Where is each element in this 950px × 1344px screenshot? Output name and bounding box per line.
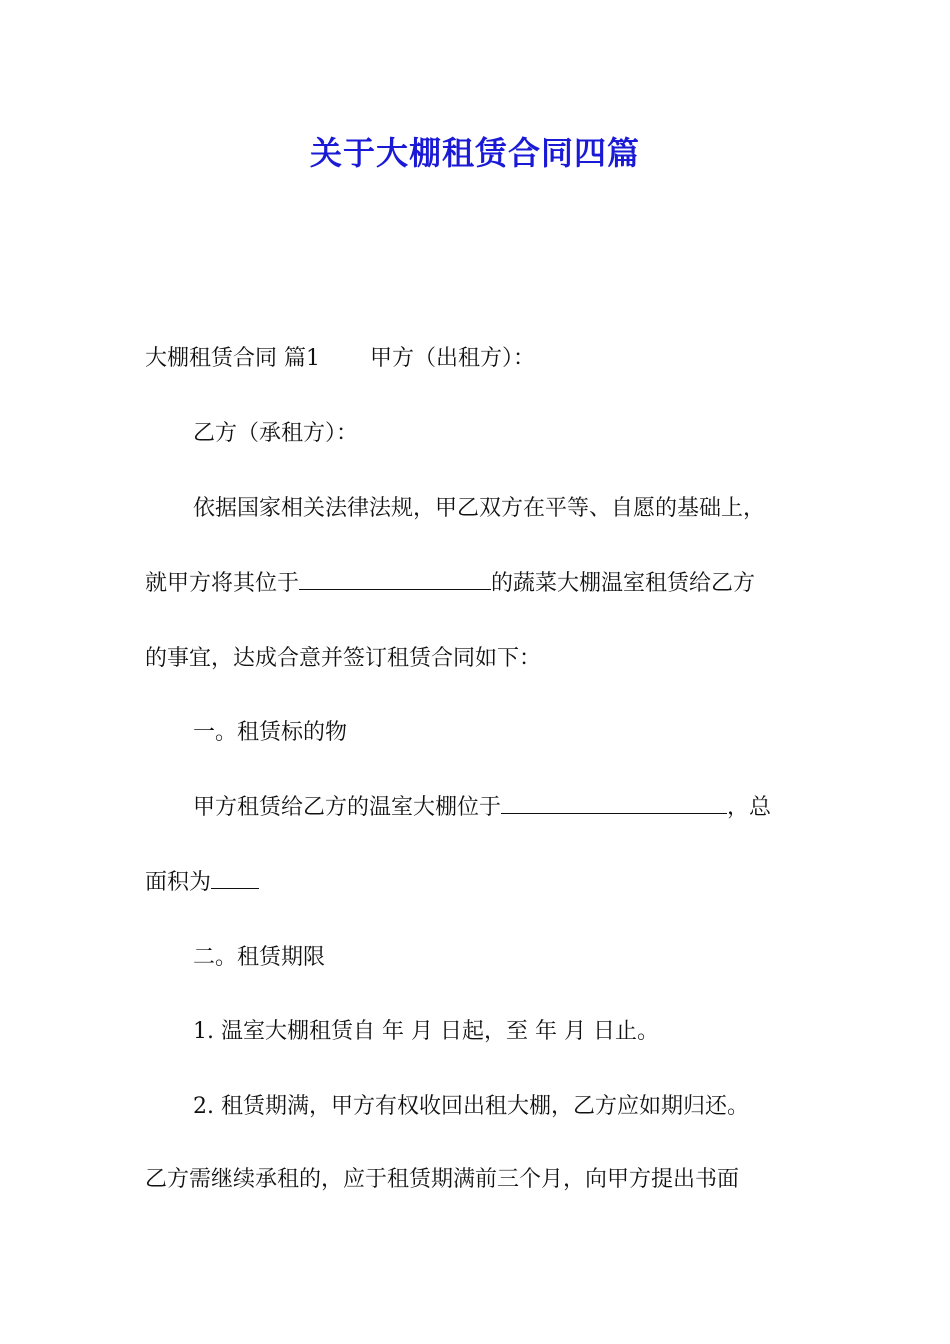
text-segment: 的蔬菜大棚温室租赁给乙方 (491, 571, 756, 596)
document-title: 关于大棚租赁合同四篇 (309, 134, 640, 172)
paragraph-line: 乙方需继续承租的，应于租赁期满前三个月，向甲方提出书面 (145, 1167, 740, 1192)
section-heading: 二。租赁期限 (193, 945, 326, 970)
paragraph-line: 的事宜，达成合意并签订租赁合同如下： (145, 646, 542, 671)
text-segment: 甲方租赁给乙方的温室大棚位于 (193, 795, 502, 820)
text-segment: ，总 (727, 795, 772, 820)
party-a-label: 甲方（出租方）： (370, 346, 536, 371)
section-heading: 一。租赁标的物 (193, 720, 348, 745)
paragraph-line (145, 569, 755, 599)
heading-line (145, 344, 535, 374)
paragraph-line: 依据国家相关法律法规，甲乙双方在平等、自愿的基础上， (193, 496, 766, 521)
party-b-label: 乙方（承租方）： (193, 421, 359, 446)
paragraph-line (193, 793, 771, 823)
greenhouse-location-blank (501, 793, 727, 814)
list-item: 1. 温室大棚租赁自 年 月 日起，至 年 月 日止。 (193, 1019, 659, 1044)
area-blank (211, 868, 259, 889)
text-segment: 就甲方将其位于 (145, 571, 300, 596)
location-blank (299, 569, 491, 590)
list-item: 2. 租赁期满，甲方有权收回出租大棚，乙方应如期归还。 (193, 1094, 749, 1119)
paragraph-line (145, 868, 259, 898)
text-segment: 面积为 (145, 870, 212, 895)
contract-heading: 大棚租赁合同 篇1 (145, 346, 320, 371)
